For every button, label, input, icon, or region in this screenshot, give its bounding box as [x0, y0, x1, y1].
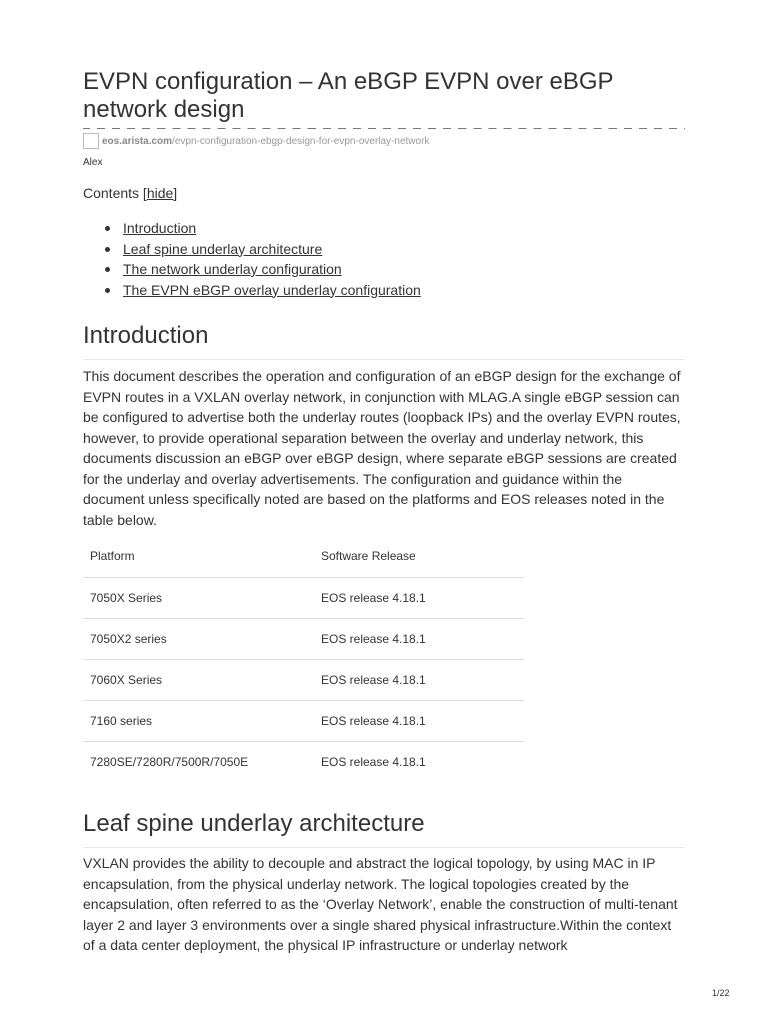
column-header-software-release: Software Release	[321, 549, 416, 563]
toc-item	[105, 218, 421, 239]
source-path: /evpn-configuration-ebgp-design-for-evpn-overlay-network	[172, 135, 430, 147]
table-row	[83, 741, 524, 782]
author-name: Alex	[83, 157, 103, 168]
toc-link-network-underlay[interactable]: The network underlay configuration	[123, 261, 342, 277]
toc-link-introduction[interactable]: Introduction	[123, 220, 197, 236]
source-link[interactable]	[83, 133, 429, 149]
page-title: EVPN configuration – An eBGP EVPN over eBGP network design	[83, 68, 614, 123]
toc-hide-link[interactable]: hide	[146, 185, 174, 201]
column-header-platform: Platform	[90, 549, 135, 563]
toc-link-leaf-spine[interactable]: Leaf spine underlay architecture	[123, 240, 323, 257]
toc-link-evpn-overlay[interactable]: The EVPN eBGP overlay underlay configuration	[123, 281, 421, 298]
table-row	[83, 700, 524, 741]
platform-cell: 7050X2 series	[90, 631, 167, 646]
table-row	[83, 659, 524, 700]
platform-cell: 7060X Series	[90, 672, 163, 687]
release-cell: EOS release 4.18.1	[321, 713, 426, 728]
leaf-spine-paragraph: VXLAN provides the ability to decouple and abstract the logical topology, by using MAC in IP encapsulation, from the physical underlay network. The logical topologies created by the encapsulation, often referred to as the ‘Overlay Network’, enable the construction of multi-tenant layer 2 and layer 3 environments over a single shared physical infrastructure.Within the context of a data center deployment, the physical IP infrastructure or underlay network	[83, 855, 678, 953]
platform-cell: 7280SE/7280R/7500R/7050E	[90, 754, 249, 769]
contents-header: Contents [hide]	[83, 185, 178, 201]
release-cell: EOS release 4.18.1	[321, 754, 426, 769]
table-header-row	[83, 536, 524, 577]
toc-item	[105, 280, 421, 301]
platform-cell: 7160 series	[90, 713, 153, 728]
platform-cell: 7050X Series	[90, 590, 163, 605]
introduction-paragraph: This document describes the operation and configuration of an eBGP design for the exchange of EVPN routes in a VXLAN overlay network, in conjunction with MLAG.A single eBGP session can be configured to advertise both the underlay routes (loopback IPs) and the overlay EVPN routes, however, to provide operational separation between the overlay and underlay network, this documents discussion an eBGP over eBGP design, where separate eBGP sessions are created for the underlay and overlay advertisements. The configuration and guidance within the document unless specifically noted are based on the platforms and EOS releases noted in the table below.	[83, 368, 681, 528]
toc-item	[105, 239, 421, 260]
release-cell: EOS release 4.18.1	[321, 590, 426, 605]
title-divider	[83, 128, 685, 129]
section-heading-introduction: Introduction	[83, 322, 685, 360]
section-heading-leaf-spine: Leaf spine underlay architecture	[83, 810, 685, 848]
toc-item	[105, 259, 421, 280]
table-of-contents	[105, 218, 421, 300]
page-number: 1/22	[712, 988, 730, 998]
contents-label: Contents	[83, 185, 140, 201]
platform-table	[83, 536, 524, 782]
release-cell: EOS release 4.18.1	[321, 672, 426, 687]
release-cell: EOS release 4.18.1	[321, 631, 426, 646]
source-domain: eos.arista.com	[102, 135, 173, 147]
table-row	[83, 577, 524, 618]
table-row	[83, 618, 524, 659]
favicon-icon	[83, 133, 99, 149]
